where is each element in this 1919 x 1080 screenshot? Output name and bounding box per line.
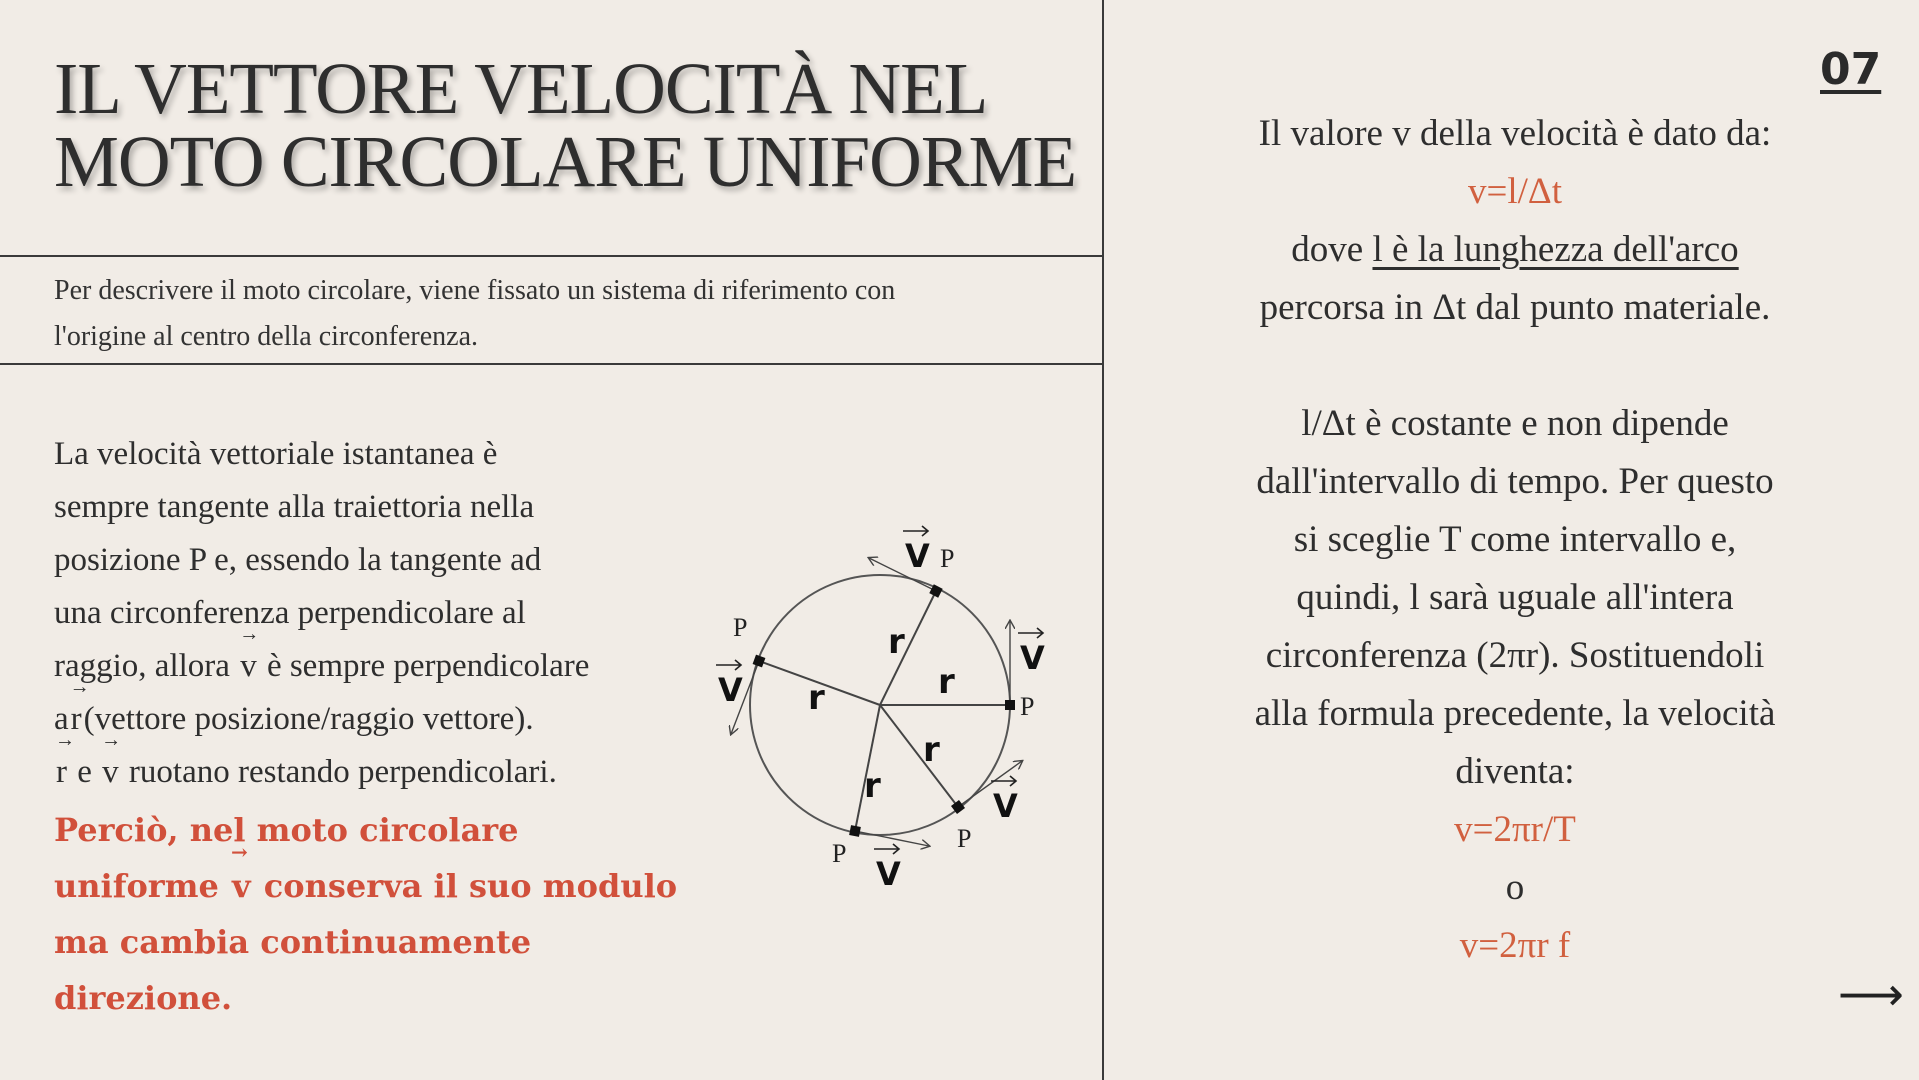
point-label: P (940, 544, 955, 573)
conclusion-line-2 (54, 858, 694, 914)
right-line: quindi, l sarà uguale all'intera (1296, 577, 1734, 618)
vector-v-symbol: → v (240, 640, 257, 693)
body-line-6 (54, 693, 694, 746)
right-line (1160, 221, 1870, 279)
body-paragraph (54, 428, 694, 799)
right-line: dall'intervallo di tempo. Per questo (1256, 461, 1774, 502)
right-line: percorsa in Δt dal punto materiale. (1259, 287, 1771, 328)
body-line-2: sempre tangente alla traiettoria nella (54, 489, 535, 525)
title-line-2: MOTO CIRCOLARE UNIFORME (54, 121, 1077, 202)
velocity-label: V (876, 855, 901, 893)
body-text-fragment: a (54, 701, 69, 737)
right-line: Il valore v della velocità è dato da: (1258, 113, 1772, 154)
or-connector: o (1505, 867, 1525, 908)
body-text-fragment: ruotano restando perpendicolari. (128, 754, 557, 790)
intro-line-2: l'origine al centro della circonferenza. (54, 321, 479, 352)
vector-arrow-icon (991, 776, 1016, 786)
page-number: 07 (1820, 44, 1882, 95)
body-line-5 (54, 640, 694, 693)
body-text-fragment: e (77, 754, 92, 790)
body-line-3: posizione P e, essendo la tangente ad (54, 542, 542, 578)
velocity-vector-arrow (855, 831, 929, 846)
conclusion-highlight (54, 802, 694, 1026)
vector-arrow-icon (716, 660, 741, 670)
radius-line (880, 705, 958, 807)
formula-period: v=2πr/T (1454, 809, 1576, 850)
point-label: P (832, 839, 847, 868)
radius-label: r (923, 730, 940, 770)
body-text-fragment: (vettore posizione/raggio vettore). (83, 701, 534, 737)
velocity-label: V (905, 537, 930, 575)
vector-arrow-icon (1018, 628, 1043, 638)
right-fragment: dove (1291, 229, 1364, 270)
body-text-fragment: raggio, allora (54, 648, 230, 684)
vector-v-symbol: → v (102, 746, 119, 799)
intro-text (54, 268, 1064, 360)
title-line-1: IL VETTORE VELOCITÀ NEL (54, 48, 988, 129)
column-divider (1102, 0, 1104, 1080)
vector-arrow-icon (903, 526, 928, 536)
conclusion-fragment: uniforme (54, 867, 219, 905)
right-column-text (1160, 105, 1870, 975)
divider-top (0, 255, 1103, 257)
page-title (54, 48, 1094, 202)
body-line-7 (54, 746, 694, 799)
radius-label: r (888, 622, 905, 662)
vector-r-symbol: → r (71, 693, 82, 746)
point-label: P (957, 824, 972, 853)
right-line: si sceglie T come intervallo e, (1293, 519, 1737, 560)
vector-r-symbol: → r (56, 746, 67, 799)
right-line: circonferenza (2πr). Sostituendoli (1265, 635, 1765, 676)
velocity-label: V (718, 671, 743, 709)
vector-v-symbol: → v (232, 858, 251, 914)
conclusion-line-3: ma cambia continuamente (54, 923, 532, 961)
divider-bottom (0, 363, 1103, 365)
velocity-label: V (1020, 639, 1045, 677)
formula-velocity: v=l/Δt (1468, 171, 1562, 212)
intro-line-1: Per descrivere il moto circolare, viene fissato un sistema di riferimento con (54, 275, 896, 306)
circular-motion-diagram (700, 515, 1060, 895)
formula-frequency: v=2πr f (1459, 925, 1571, 966)
right-line: l/Δt è costante e non dipende (1301, 403, 1729, 444)
right-angle-marker (849, 825, 861, 837)
conclusion-line-1: Perciò, nel moto circolare (54, 811, 519, 849)
paragraph-gap (1160, 337, 1870, 395)
body-line-1: La velocità vettoriale istantanea è (54, 436, 498, 472)
point-label: P (1020, 692, 1035, 721)
body-text-fragment: è sempre perpendicolare (266, 648, 590, 684)
right-angle-marker (753, 655, 766, 668)
right-line: alla formula precedente, la velocità (1254, 693, 1776, 734)
body-line-4: una circonferenza perpendicolare al (54, 595, 526, 631)
conclusion-fragment: conserva il suo modulo (263, 867, 678, 905)
radius-label: r (938, 662, 955, 702)
velocity-label: V (993, 787, 1018, 825)
vector-arrow-icon (874, 844, 899, 854)
right-line: diventa: (1455, 751, 1575, 792)
radius-label: r (808, 678, 825, 718)
radius-label: r (864, 766, 881, 806)
point-label: P (733, 613, 748, 642)
underlined-definition: l è la lunghezza dell'arco (1372, 229, 1739, 270)
right-angle-marker (1005, 700, 1015, 710)
conclusion-line-4: direzione. (54, 979, 233, 1017)
arrow-right-icon[interactable]: ⟶ (1838, 967, 1904, 1021)
